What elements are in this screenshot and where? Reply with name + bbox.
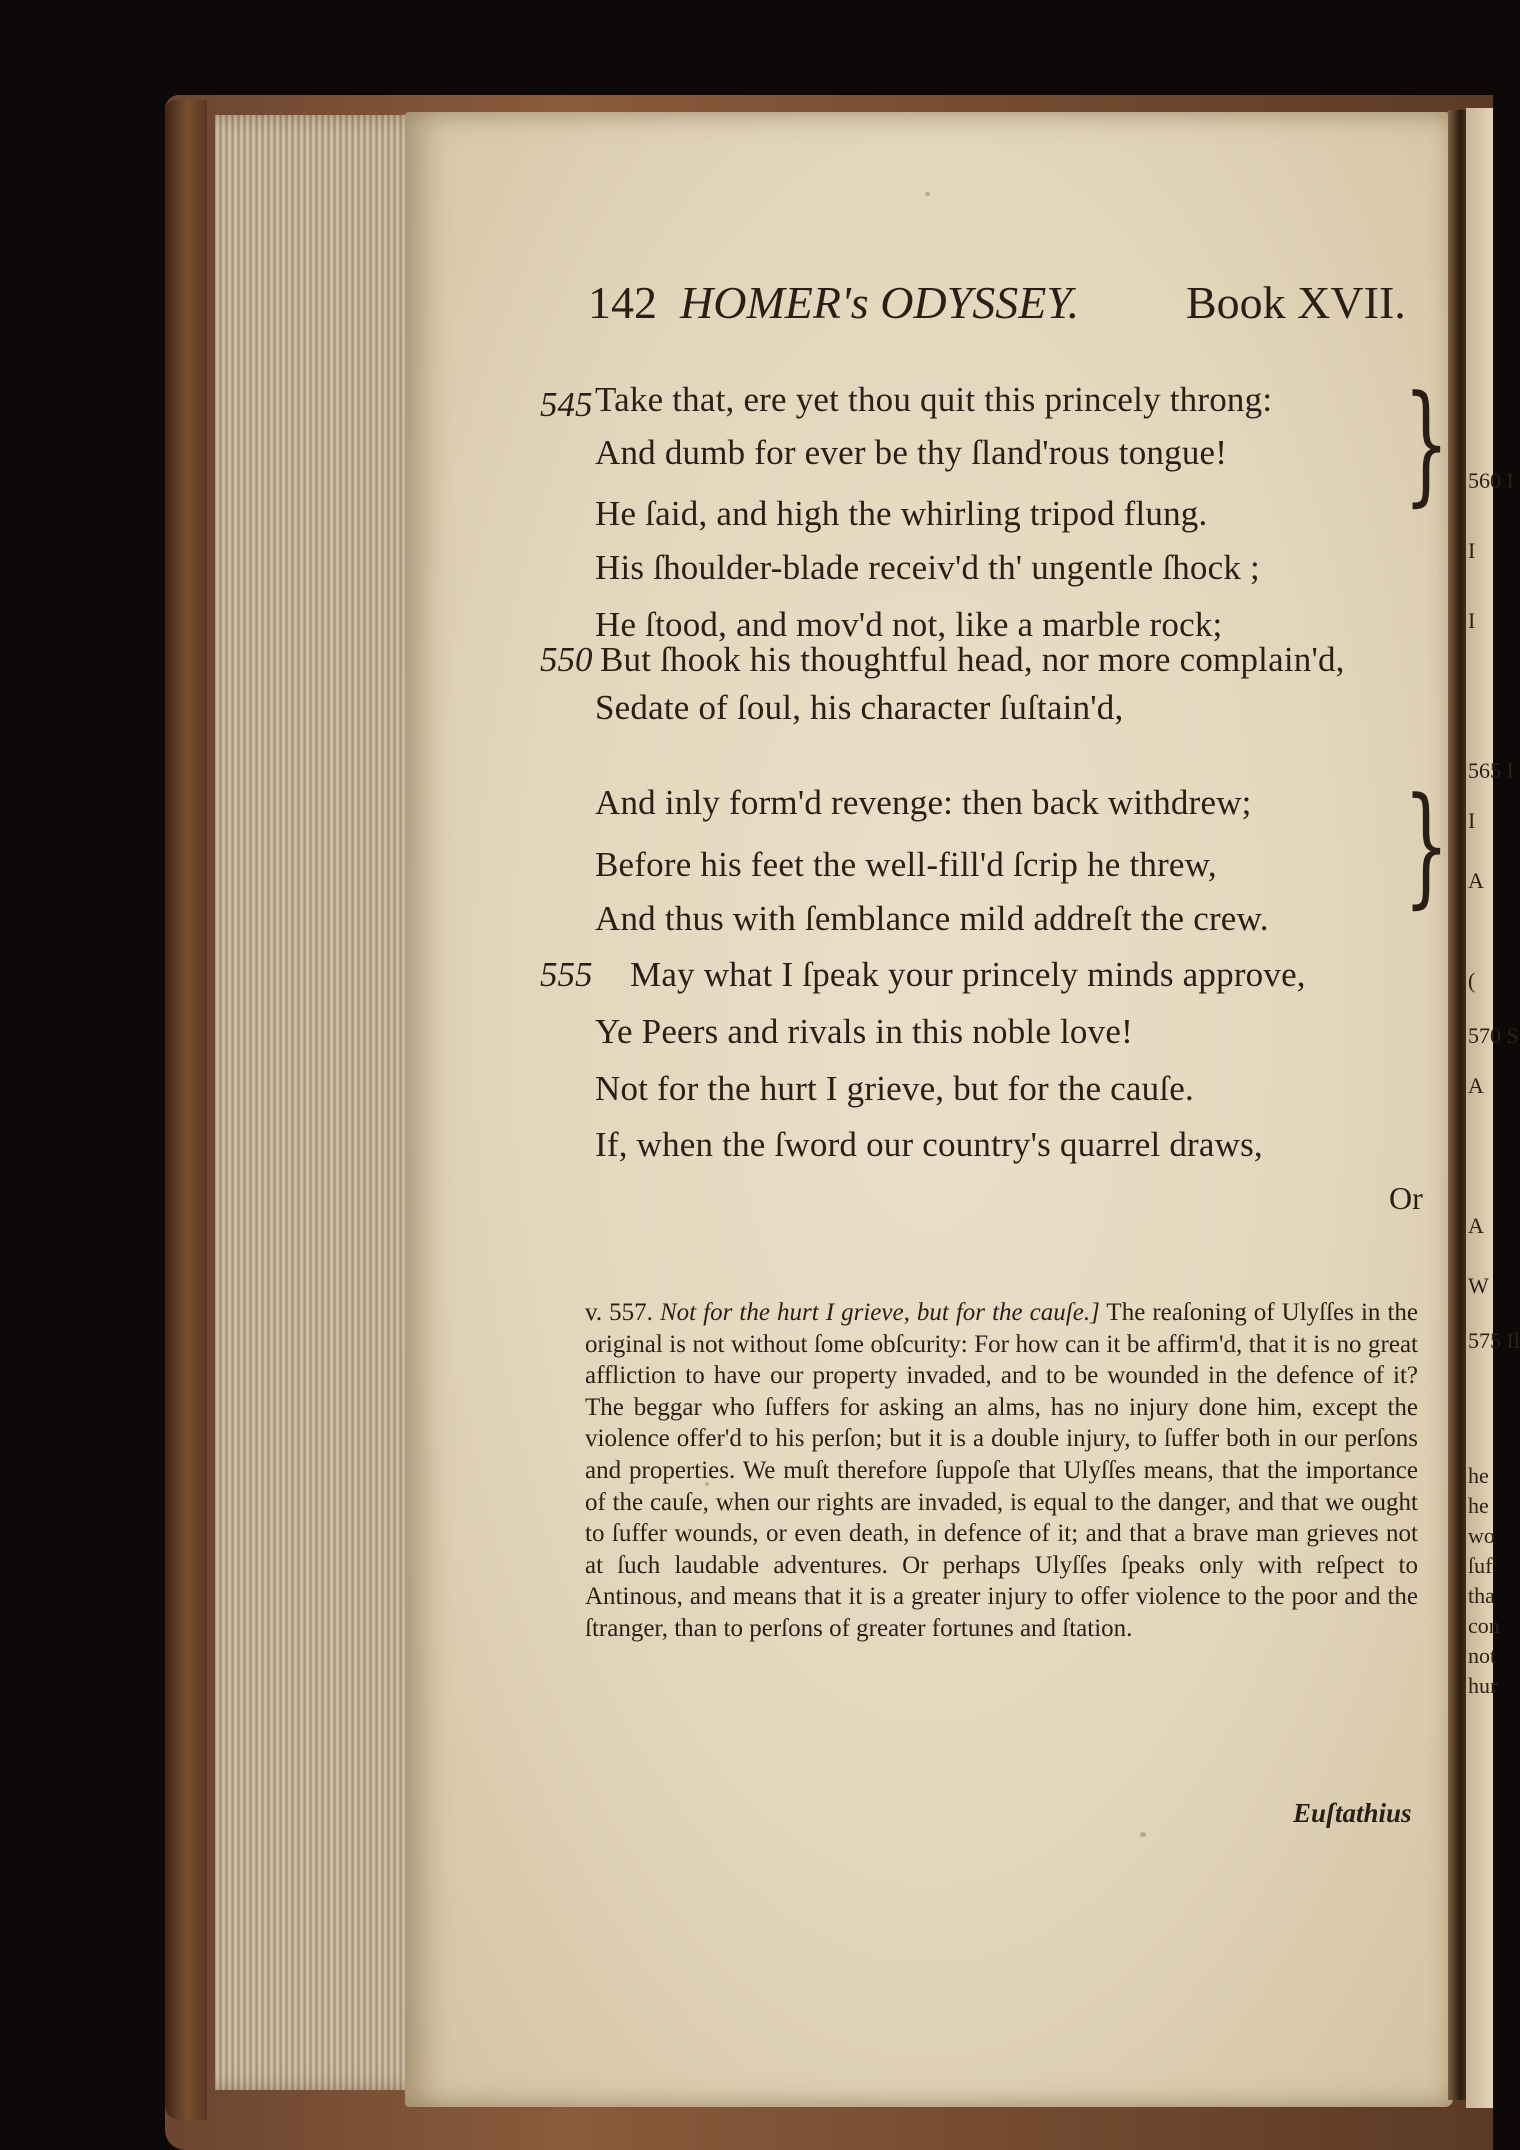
verse-line: Sedate of ſoul, his character ſuſtain'd, (595, 688, 1124, 727)
verse-line: If, when the ſword our country's quarrel draws, (595, 1125, 1263, 1164)
running-title: HOMER's ODYSSEY. (680, 277, 1080, 328)
facing-page-text: he (1468, 1463, 1489, 1488)
page-edges (215, 115, 430, 2090)
verse-line: And inly form'd revenge: then back withdrew; (595, 783, 1252, 822)
verse-line: But ſhook his thoughtful head, nor more complain'd, (600, 640, 1345, 679)
verse-line: His ſhoulder-blade receiv'd th' ungentle ſhock ; (595, 548, 1260, 587)
facing-page-text: W (1468, 1273, 1489, 1298)
catchword: Or (1389, 1180, 1423, 1216)
book-spine (165, 100, 207, 2120)
line-number: 545 (540, 385, 593, 424)
facing-page-text: 560 I (1468, 468, 1514, 493)
footnote-ref-text: Not for the hurt I grieve, but for the cauſe.] (660, 1299, 1100, 1326)
line-number: 550 (540, 640, 593, 679)
page-gutter (1448, 110, 1468, 2100)
facing-page-text: I (1468, 538, 1476, 563)
facing-page-text: hur (1468, 1673, 1498, 1698)
line-number: 555 (540, 955, 593, 994)
facing-page-text: 575 Il (1468, 1328, 1520, 1353)
triplet-brace: } (1403, 769, 1450, 921)
verse-line: He ſtood, and mov'd not, like a marble rock; (595, 605, 1223, 644)
facing-page-text: I (1468, 808, 1476, 833)
page-number: 142 (588, 277, 657, 328)
verse-line: And thus with ſemblance mild addreſt the crew. (595, 899, 1269, 938)
facing-page-text: A (1468, 1213, 1484, 1238)
footnote-body: The reaſoning of Ulyſſes in the original is not without ſome obſcurity: For how can it be affirm'd, that it is no great affliction to have our property invaded, and to be wounded in the defence of it? The beggar who ſuffers for asking an alms, has no injury done him, except the violence offer'd to his perſon; but it is a double injury, to ſuffer both in our perſons and properties. We muſt therefore ſuppoſe that Ulyſſes means, that the importance of the cauſe, when our rights are invaded, is equal to the danger, and that we ought to ſuffer wounds, or even death, in defence of it; and that a brave man grieves not at ſuch laudable adventures. Or perhaps Ulyſſes ſpeaks only with reſpect to Antinous, and means that it is a greater injury to offer violence to the poor and the ſtranger, than to perſons of greater fortunes and ſtation. (585, 1299, 1418, 1642)
verse-line: Ye Peers and rivals in this noble love! (595, 1012, 1133, 1051)
footnote (585, 1297, 1418, 1645)
verse-line: Take that, ere yet thou quit this princely throng: (595, 380, 1273, 419)
running-header (588, 276, 1438, 336)
verse-line: Not for the hurt I grieve, but for the cauſe. (595, 1069, 1194, 1108)
facing-page-text: wo (1468, 1523, 1495, 1548)
facing-page-text: he (1468, 1493, 1489, 1518)
facing-page-text: 570 S (1468, 1023, 1519, 1048)
verse-line: Before his feet the well-fill'd ſcrip he threw, (595, 845, 1217, 884)
verse-line: He ſaid, and high the whirling tripod flung. (595, 494, 1208, 533)
facing-page-text: I (1468, 608, 1476, 633)
facing-page-text: ( (1468, 968, 1476, 993)
facing-page-text: ſuf (1468, 1553, 1493, 1578)
book-label: Book XVII. (1186, 277, 1406, 328)
facing-page-text: 565 I (1468, 758, 1514, 783)
verse-line: May what I ſpeak your princely minds approve, (630, 955, 1306, 994)
paper-fleck (1140, 1832, 1146, 1837)
facing-page-text: con (1468, 1613, 1500, 1638)
facing-page-fragment (1466, 108, 1520, 2108)
facing-page-text: not (1468, 1643, 1497, 1668)
verse-line: And dumb for ever be thy ſland'rous tongue! (595, 433, 1228, 472)
paper-fleck (925, 192, 930, 196)
footnote-catchword: Euſtathius (1293, 1798, 1412, 1828)
facing-page-text: tha (1468, 1583, 1495, 1608)
facing-page-text: A (1468, 868, 1484, 893)
footnote-ref-number: v. 557. (585, 1299, 653, 1326)
facing-page-text: A (1468, 1073, 1484, 1098)
triplet-brace: } (1403, 367, 1450, 519)
